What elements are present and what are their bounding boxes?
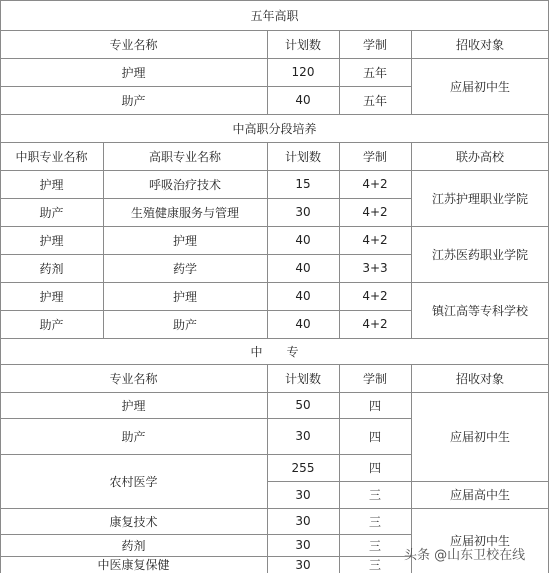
header-partner-school: 联办高校 xyxy=(455,149,504,164)
section-title-five-year: 五年高职 xyxy=(250,8,299,23)
header-mid-major: 中职专业名称 xyxy=(15,149,88,164)
table-row-plan: 40 xyxy=(295,93,311,107)
table-row-duration: 三 xyxy=(368,538,381,553)
grid-line-h xyxy=(0,418,411,419)
table-row-duration: 四 xyxy=(368,461,381,475)
table-row-plan: 40 xyxy=(295,261,311,275)
table-row-major: 农村医学 xyxy=(109,474,158,489)
header-major-name: 专业名称 xyxy=(109,37,158,52)
grid-line-v xyxy=(267,364,268,573)
grid-line-v xyxy=(267,30,268,114)
header-plan-count: 计划数 xyxy=(284,371,321,386)
table-row-plan: 255 xyxy=(291,460,315,475)
table-row-duration: 4+2 xyxy=(362,177,388,191)
table-row-duration: 4+2 xyxy=(362,289,388,303)
table-row-plan: 30 xyxy=(295,514,311,528)
grid-line-v xyxy=(339,142,340,338)
header-target: 招收对象 xyxy=(455,37,504,52)
table-row-plan: 30 xyxy=(295,205,311,219)
table-row-major: 助产 xyxy=(121,429,146,444)
header-plan-count: 计划数 xyxy=(284,149,321,164)
table-row-mid-major: 助产 xyxy=(39,317,64,332)
table-row-duration: 三 xyxy=(368,488,381,502)
table-row-mid-major: 助产 xyxy=(39,205,64,220)
grid-line-v xyxy=(411,30,412,114)
table-row-duration: 4+2 xyxy=(362,205,388,219)
table-row-high-major: 生殖健康服务与管理 xyxy=(130,205,239,220)
table-row-plan: 40 xyxy=(295,289,311,303)
table-row-plan: 50 xyxy=(295,398,311,412)
grid-line-h xyxy=(0,226,548,227)
header-major-name: 专业名称 xyxy=(109,371,158,386)
table-row-plan: 40 xyxy=(295,317,311,331)
table-row-plan: 30 xyxy=(295,538,311,552)
grid-line-v xyxy=(411,142,412,338)
grid-line-h xyxy=(0,254,411,255)
table-row-duration: 五年 xyxy=(362,65,387,80)
grid-line-v xyxy=(411,364,412,573)
target-cell: 应届初中生 xyxy=(449,534,510,548)
table-row-high-major: 护理 xyxy=(172,233,197,248)
header-duration: 学制 xyxy=(362,149,387,164)
target-cell: 应届初中生 xyxy=(449,430,510,444)
grid-line-h xyxy=(0,170,548,171)
grid-line-h xyxy=(0,30,548,31)
table-row-plan: 15 xyxy=(295,177,311,191)
header-high-major: 高职专业名称 xyxy=(148,149,221,164)
grid-line-v xyxy=(103,142,104,338)
table-row-major: 药剂 xyxy=(121,538,146,553)
header-duration: 学制 xyxy=(362,371,387,386)
table-row-duration: 四 xyxy=(368,398,381,413)
target-cell: 应届初中生 xyxy=(449,79,510,94)
table-row-duration: 4+2 xyxy=(362,233,388,247)
table-row-plan: 30 xyxy=(295,429,311,443)
grid-line-h xyxy=(0,338,548,339)
grid-line-v xyxy=(0,0,1,573)
partner-school-cell: 镇江高等专科学校 xyxy=(431,303,528,318)
partner-school-cell: 江苏医药职业学院 xyxy=(431,247,528,262)
table-row-mid-major: 药剂 xyxy=(39,261,64,276)
grid-line-h xyxy=(267,481,548,482)
grid-line-h xyxy=(0,0,548,1)
section-title-segmented: 中高职分段培养 xyxy=(232,121,317,136)
table-row-mid-major: 护理 xyxy=(39,177,64,192)
table-row-plan: 30 xyxy=(295,557,311,572)
watermark: 头条 @山东卫校在线 xyxy=(404,548,526,563)
grid-line-h xyxy=(0,86,411,87)
table-row-major: 中医康复保健 xyxy=(97,558,170,572)
table-row-duration: 4+2 xyxy=(362,317,388,331)
header-duration: 学制 xyxy=(362,37,387,52)
table-row-duration: 五年 xyxy=(362,93,387,108)
grid-line-h xyxy=(0,534,411,535)
grid-line-v xyxy=(339,364,340,573)
table-row-mid-major: 护理 xyxy=(39,233,64,248)
grid-line-h xyxy=(0,282,548,283)
table-row-major: 康复技术 xyxy=(109,514,158,529)
grid-line-h xyxy=(0,556,411,557)
header-target: 招收对象 xyxy=(455,371,504,386)
grid-line-v xyxy=(267,142,268,338)
grid-line-h xyxy=(0,392,548,393)
table-row-major: 助产 xyxy=(121,93,146,108)
table-row-high-major: 护理 xyxy=(172,289,197,304)
table-row-duration: 3+3 xyxy=(362,261,388,275)
grid-line-h xyxy=(0,58,548,59)
table-row-high-major: 助产 xyxy=(172,317,197,332)
grid-line-h xyxy=(0,508,548,509)
table-row-plan: 120 xyxy=(291,65,315,79)
section-title-secondary: 中 专 xyxy=(250,344,299,359)
grid-line-h xyxy=(0,198,411,199)
table-row-high-major: 药学 xyxy=(172,261,197,276)
grid-line-v xyxy=(339,30,340,114)
grid-line-h xyxy=(0,142,548,143)
target-cell: 应届高中生 xyxy=(449,488,510,502)
table-row-plan: 30 xyxy=(295,487,311,502)
grid-line-h xyxy=(0,114,548,115)
grid-line-h xyxy=(0,310,411,311)
table-row-mid-major: 护理 xyxy=(39,289,64,304)
table-row-high-major: 呼吸治疗技术 xyxy=(148,177,221,192)
header-plan-count: 计划数 xyxy=(284,37,321,52)
grid-line-h xyxy=(0,454,411,455)
table-row-plan: 40 xyxy=(295,233,311,247)
table-row-duration: 四 xyxy=(368,429,381,444)
table-row-duration: 三 xyxy=(368,558,381,572)
grid-line-h xyxy=(0,364,548,365)
table-row-duration: 三 xyxy=(368,514,381,529)
table-row-major: 护理 xyxy=(121,398,146,413)
partner-school-cell: 江苏护理职业学院 xyxy=(431,191,528,206)
table-row-major: 护理 xyxy=(121,65,146,80)
